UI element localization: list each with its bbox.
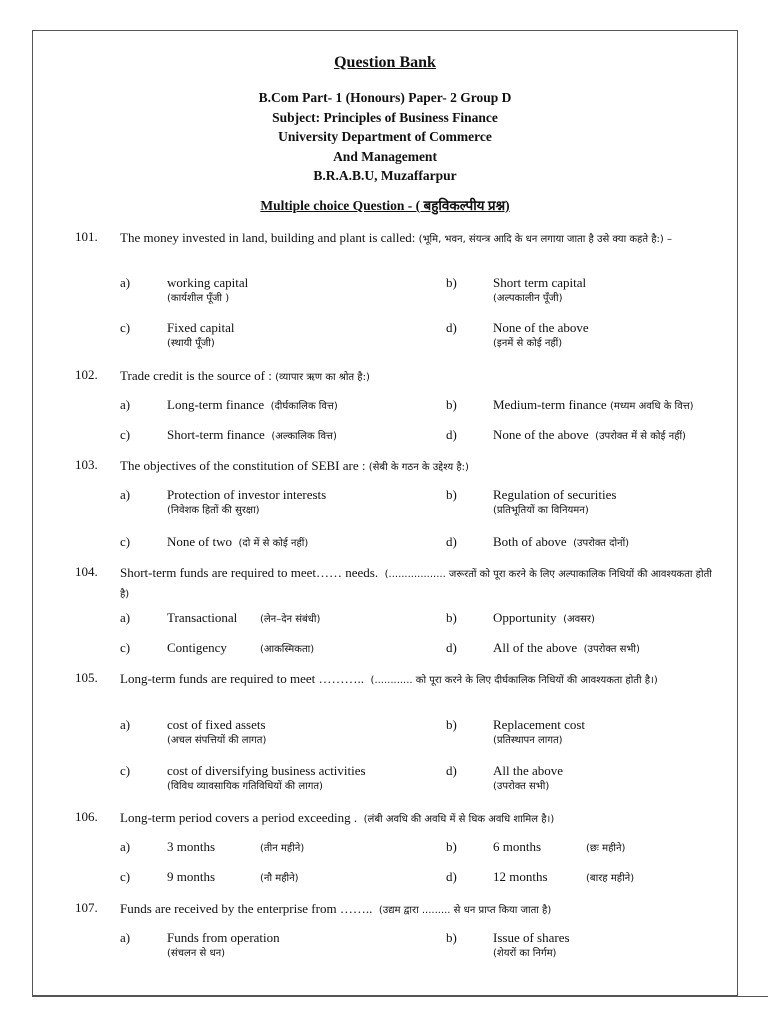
document-title: Question Bank [334,54,436,71]
question-text: Short-term funds are required to meet…… needs. (.................. जरूरतों को पूरा करने के लिए अल्पाकालिक निधियों की आवश्यकता होती है) [120,565,712,600]
header-line-subject: Subject: Principles of Business Finance [272,109,498,125]
question-text: The objectives of the constitution of SEBI are : (सेबी के गठन के उद्देश्य है:) [120,458,469,473]
question-text: Long-term funds are required to meet ……….. (............ को पूरा करने के लिए दीर्घकालिक निधियों की आवश्यकता होती है।) [120,671,658,686]
question-number: 104. [75,564,98,579]
question-hindi: (.................. जरूरतों को पूरा करने के लिए अल्पाकालिक निधियों की आवश्यकता होती है) [120,569,712,600]
question-hindi: (लंबी अवधि की अवधि में से धिक अवधि शामिल है।) [363,814,555,825]
header-line-management: And Management [333,148,437,164]
question-number: 105. [75,670,98,685]
question-hindi: (व्यापार ऋण का श्रोत है:) [275,372,370,383]
header-line-department: University Department of Commerce [278,129,492,144]
question-hindi: (सेबी के गठन के उद्देश्य है:) [368,462,469,473]
header-line-university: B.R.A.B.U, Muzaffarpur [313,168,457,183]
question-number: 102. [75,367,98,382]
header-line-course: B.Com Part- 1 (Honours) Paper- 2 Group D [258,90,512,105]
question-number: 107. [75,900,98,915]
question-hindi: (............ को पूरा करने के लिए दीर्घकालिक निधियों की आवश्यकता होती है।) [370,675,658,686]
question-text: Funds are received by the enterprise from …….. (उद्यम द्वारा ......... से धन प्राप्त किया जाता है) [120,901,552,916]
question-text: Long-term period covers a period exceeding . (लंबी अवधि की अवधि में से धिक अवधि शामिल है।) [120,810,555,825]
question-hindi: (उद्यम द्वारा ......... से धन प्राप्त किया जाता है) [378,905,552,916]
question-hindi: (भूमि, भवन, संयन्त्र आदि के धन लगाया जाता है उसे क्या कहते है:) – [418,234,672,245]
section-title: Multiple choice Question - ( बहुविकल्पीय प्रश्न) [260,198,510,213]
question-number: 101. [75,229,98,244]
question-number: 106. [75,809,98,824]
question-text: Trade credit is the source of : (व्यापार ऋण का श्रोत है:) [120,368,370,383]
bottom-rule [32,996,768,997]
question-number: 103. [75,457,98,472]
document-header [0,88,770,186]
question-text: The money invested in land, building and plant is called: (भूमि, भवन, संयन्त्र आदि के धन लगाया जाता है उसे क्या कहते है:) – [120,230,672,245]
